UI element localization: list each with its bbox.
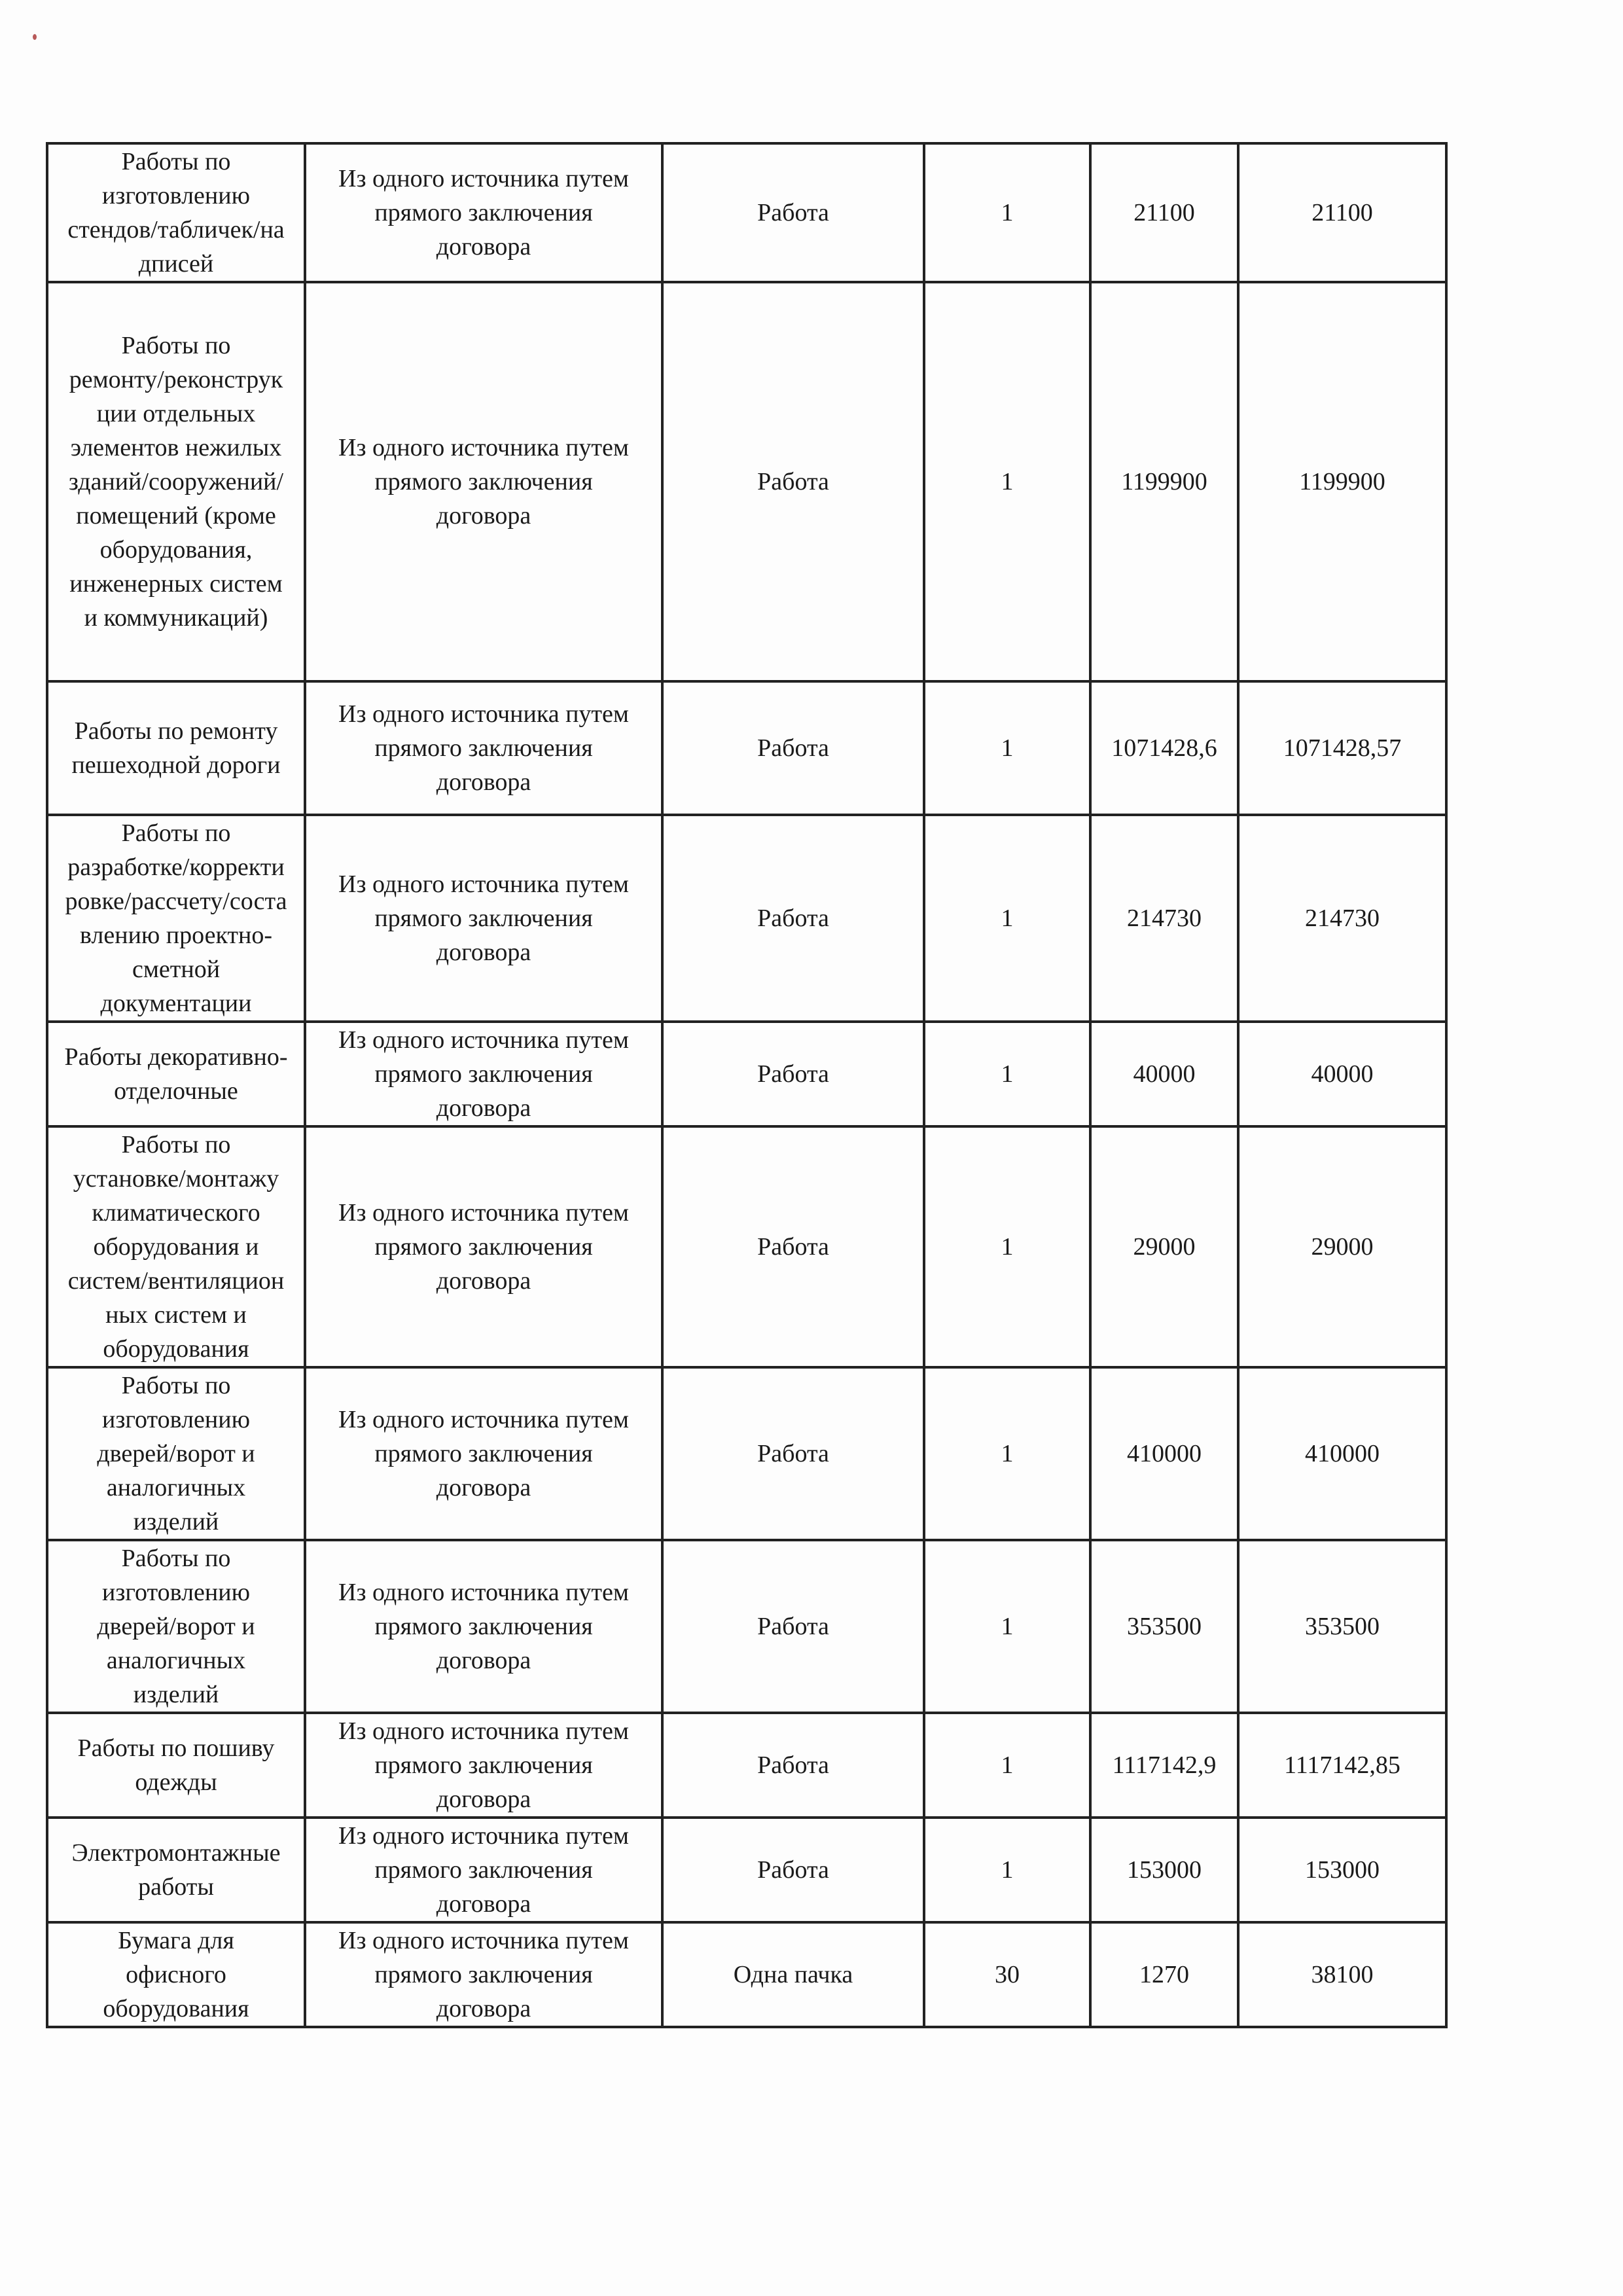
cell-quantity <box>924 1540 1090 1713</box>
cell-item-name-text: Электромонтажные работы <box>71 1839 281 1901</box>
cell-unit-text: Работа <box>757 905 829 932</box>
cell-total-amount <box>1238 1922 1446 2027</box>
cell-total-amount <box>1238 681 1446 815</box>
table-row <box>47 681 1446 815</box>
cell-unit-price-text: 29000 <box>1133 1233 1196 1261</box>
cell-unit-text: Одна пачка <box>733 1961 853 1988</box>
cell-quantity <box>924 815 1090 1022</box>
cell-procurement-method-text: Из одного источника путем прямого заключения договора <box>338 700 629 796</box>
cell-unit-price <box>1090 143 1238 282</box>
cell-total-amount-text: 38100 <box>1311 1961 1374 1988</box>
cell-unit-text: Работа <box>757 1751 829 1779</box>
cell-unit-text: Работа <box>757 1233 829 1261</box>
cell-item-name <box>47 143 305 282</box>
cell-unit-text: Работа <box>757 199 829 226</box>
cell-procurement-method <box>305 1540 662 1713</box>
cell-unit <box>662 1818 924 1922</box>
cell-unit-price-text: 1270 <box>1139 1961 1189 1988</box>
cell-unit-text: Работа <box>757 1856 829 1884</box>
table-row <box>47 143 1446 282</box>
cell-quantity-text: 1 <box>1001 199 1014 226</box>
cell-total-amount <box>1238 143 1446 282</box>
cell-item-name <box>47 815 305 1022</box>
cell-total-amount <box>1238 1540 1446 1713</box>
cell-procurement-method-text: Из одного источника путем прямого заключения договора <box>338 1927 629 2022</box>
procurement-table <box>46 142 1448 2028</box>
cell-procurement-method-text: Из одного источника путем прямого заключения договора <box>338 165 629 260</box>
cell-item-name-text: Работы по установке/монтажу климатического оборудования и систем/вентиляцион ных систем и оборудования <box>67 1131 285 1363</box>
cell-item-name-text: Работы по изготовлению дверей/ворот и аналогичных изделий <box>97 1372 255 1535</box>
cell-total-amount <box>1238 1818 1446 1922</box>
cell-item-name <box>47 282 305 681</box>
cell-unit <box>662 1367 924 1540</box>
cell-unit-price-text: 214730 <box>1127 905 1202 932</box>
cell-procurement-method-text: Из одного источника путем прямого заключения договора <box>338 434 629 529</box>
cell-unit-text: Работа <box>757 734 829 762</box>
cell-quantity-text: 1 <box>1001 1856 1014 1884</box>
cell-procurement-method <box>305 1022 662 1126</box>
ink-speck <box>33 34 37 40</box>
cell-unit <box>662 681 924 815</box>
cell-unit-price-text: 1117142,9 <box>1112 1751 1217 1779</box>
cell-unit-text: Работа <box>757 1440 829 1467</box>
cell-quantity <box>924 1126 1090 1367</box>
table-body <box>47 143 1446 2027</box>
cell-item-name-text: Работы по ремонту пешеходной дороги <box>71 717 281 779</box>
cell-total-amount <box>1238 1022 1446 1126</box>
cell-quantity-text: 1 <box>1001 468 1014 495</box>
table-row <box>47 1713 1446 1818</box>
cell-quantity <box>924 1367 1090 1540</box>
cell-unit-price <box>1090 1540 1238 1713</box>
cell-unit <box>662 815 924 1022</box>
cell-quantity <box>924 1713 1090 1818</box>
cell-unit-text: Работа <box>757 1613 829 1640</box>
cell-item-name <box>47 681 305 815</box>
cell-item-name <box>47 1713 305 1818</box>
cell-item-name-text: Работы по изготовлению дверей/ворот и аналогичных изделий <box>97 1545 255 1708</box>
cell-procurement-method <box>305 1713 662 1818</box>
cell-procurement-method <box>305 681 662 815</box>
cell-quantity <box>924 1818 1090 1922</box>
cell-procurement-method-text: Из одного источника путем прямого заключения договора <box>338 1199 629 1295</box>
cell-quantity <box>924 1922 1090 2027</box>
cell-unit-price-text: 353500 <box>1127 1613 1202 1640</box>
cell-quantity <box>924 1022 1090 1126</box>
table-row <box>47 1540 1446 1713</box>
cell-total-amount-text: 1199900 <box>1299 468 1385 495</box>
cell-quantity-text: 1 <box>1001 1060 1014 1088</box>
cell-unit-price <box>1090 1022 1238 1126</box>
cell-quantity-text: 30 <box>995 1961 1020 1988</box>
table-row <box>47 815 1446 1022</box>
cell-unit-price <box>1090 815 1238 1022</box>
cell-procurement-method <box>305 1126 662 1367</box>
cell-total-amount <box>1238 815 1446 1022</box>
cell-unit-text: Работа <box>757 1060 829 1088</box>
cell-procurement-method-text: Из одного источника путем прямого заключения договора <box>338 1579 629 1674</box>
cell-total-amount <box>1238 282 1446 681</box>
cell-procurement-method <box>305 1367 662 1540</box>
cell-procurement-method-text: Из одного источника путем прямого заключения договора <box>338 1026 629 1122</box>
cell-unit-price <box>1090 1713 1238 1818</box>
cell-total-amount <box>1238 1367 1446 1540</box>
cell-total-amount-text: 153000 <box>1305 1856 1380 1884</box>
cell-item-name-text: Работы декоративно- отделочные <box>64 1043 288 1105</box>
cell-unit-text: Работа <box>757 468 829 495</box>
cell-unit-price-text: 21100 <box>1133 199 1195 226</box>
cell-total-amount-text: 1117142,85 <box>1284 1751 1400 1779</box>
cell-total-amount <box>1238 1126 1446 1367</box>
cell-total-amount-text: 29000 <box>1311 1233 1374 1261</box>
cell-procurement-method-text: Из одного источника путем прямого заключения договора <box>338 1822 629 1918</box>
table-row <box>47 1818 1446 1922</box>
cell-quantity-text: 1 <box>1001 1233 1014 1261</box>
cell-unit-price-text: 40000 <box>1133 1060 1196 1088</box>
cell-unit-price-text: 153000 <box>1127 1856 1202 1884</box>
cell-unit <box>662 282 924 681</box>
cell-item-name <box>47 1367 305 1540</box>
cell-total-amount-text: 21100 <box>1311 199 1373 226</box>
cell-unit-price <box>1090 1126 1238 1367</box>
cell-total-amount-text: 40000 <box>1311 1060 1374 1088</box>
cell-item-name <box>47 1818 305 1922</box>
cell-unit-price-text: 1071428,6 <box>1111 734 1217 762</box>
cell-procurement-method-text: Из одного источника путем прямого заключения договора <box>338 1406 629 1501</box>
table-row <box>47 1126 1446 1367</box>
cell-procurement-method-text: Из одного источника путем прямого заключения договора <box>338 870 629 966</box>
cell-unit <box>662 143 924 282</box>
cell-item-name-text: Бумага для офисного оборудования <box>103 1927 249 2022</box>
cell-item-name <box>47 1126 305 1367</box>
cell-quantity-text: 1 <box>1001 734 1014 762</box>
table-row <box>47 1922 1446 2027</box>
cell-unit-price <box>1090 1818 1238 1922</box>
cell-unit <box>662 1022 924 1126</box>
table-row <box>47 1367 1446 1540</box>
cell-total-amount-text: 1071428,57 <box>1283 734 1402 762</box>
cell-unit <box>662 1713 924 1818</box>
table-row <box>47 1022 1446 1126</box>
cell-item-name <box>47 1922 305 2027</box>
cell-total-amount-text: 353500 <box>1305 1613 1380 1640</box>
cell-unit <box>662 1922 924 2027</box>
cell-unit-price <box>1090 1367 1238 1540</box>
cell-unit-price-text: 1199900 <box>1121 468 1207 495</box>
cell-quantity <box>924 681 1090 815</box>
cell-procurement-method <box>305 1818 662 1922</box>
cell-item-name-text: Работы по изготовлению стендов/табличек/на дписей <box>67 148 285 278</box>
cell-quantity <box>924 143 1090 282</box>
cell-procurement-method-text: Из одного источника путем прямого заключения договора <box>338 1717 629 1813</box>
cell-procurement-method <box>305 143 662 282</box>
cell-quantity-text: 1 <box>1001 1751 1014 1779</box>
cell-quantity-text: 1 <box>1001 1613 1014 1640</box>
cell-item-name <box>47 1540 305 1713</box>
cell-procurement-method <box>305 282 662 681</box>
cell-item-name-text: Работы по разработке/корректи ровке/рассчету/соста влению проектно- сметной документации <box>65 819 287 1017</box>
cell-unit-price <box>1090 282 1238 681</box>
cell-quantity-text: 1 <box>1001 1440 1014 1467</box>
cell-item-name <box>47 1022 305 1126</box>
cell-unit-price <box>1090 681 1238 815</box>
cell-unit-price <box>1090 1922 1238 2027</box>
cell-quantity-text: 1 <box>1001 905 1014 932</box>
cell-total-amount-text: 214730 <box>1305 905 1380 932</box>
cell-procurement-method <box>305 815 662 1022</box>
cell-unit-price-text: 410000 <box>1127 1440 1202 1467</box>
cell-total-amount <box>1238 1713 1446 1818</box>
cell-total-amount-text: 410000 <box>1305 1440 1380 1467</box>
cell-unit <box>662 1126 924 1367</box>
cell-procurement-method <box>305 1922 662 2027</box>
cell-item-name-text: Работы по пошиву одежды <box>77 1734 275 1796</box>
cell-quantity <box>924 282 1090 681</box>
cell-item-name-text: Работы по ремонту/реконструк ции отдельных элементов нежилых зданий/сооружений/ помещений (кроме оборудования, инженерных систем и коммуникаций) <box>68 332 284 632</box>
cell-unit <box>662 1540 924 1713</box>
table-row <box>47 282 1446 681</box>
